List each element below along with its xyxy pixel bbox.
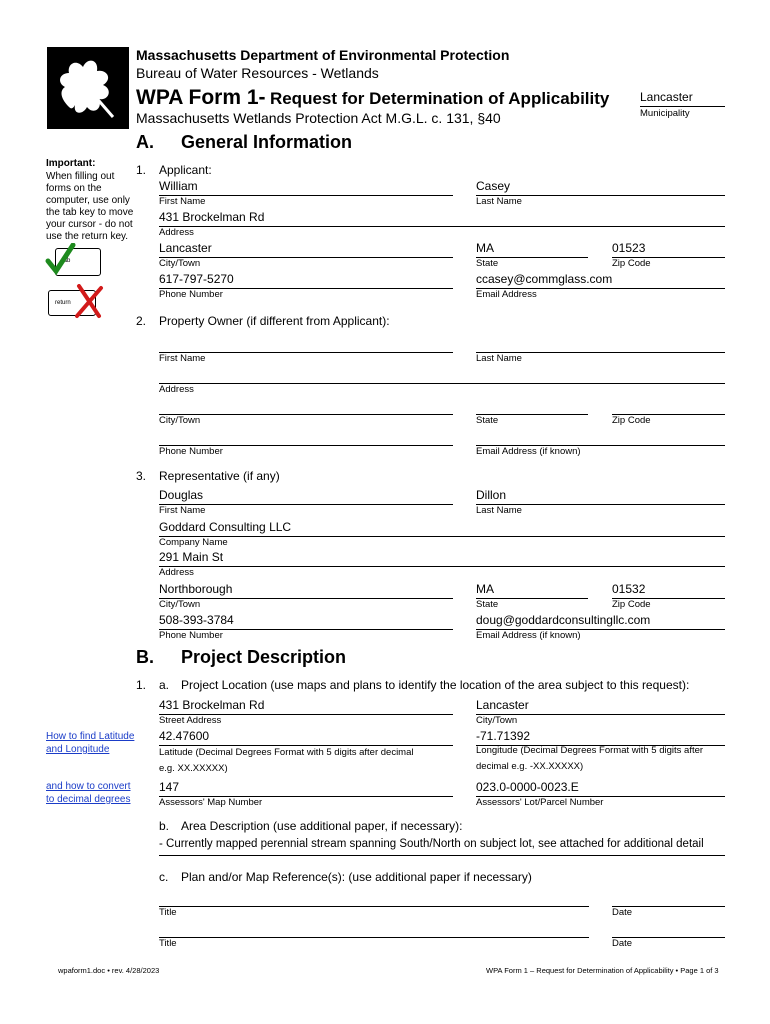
project-number: 1. (136, 678, 147, 692)
dept-name: Massachusetts Department of Environmental Protection (136, 47, 510, 63)
applicant-zip[interactable]: 01523 (612, 241, 646, 255)
plan-c-label: c. (159, 870, 169, 884)
longitude-label-2: decimal e.g. -XX.XXXXX) (476, 761, 584, 772)
plan-date-label-2: Date (612, 938, 633, 949)
owner-state-label: State (476, 415, 499, 426)
x-mark-icon (45, 284, 109, 320)
owner-email-label: Email Address (if known) (476, 446, 581, 457)
applicant-email-label: Email Address (476, 289, 537, 300)
section-a-title: General Information (181, 132, 353, 152)
tab-key-label: tab (62, 258, 71, 264)
important-title: Important: (46, 158, 96, 169)
plan-c-text: Plan and/or Map Reference(s): (use additional paper if necessary) (181, 870, 532, 884)
rep-state[interactable]: MA (476, 582, 494, 596)
plan-title-line-2 (159, 937, 589, 938)
applicant-phone[interactable]: 617-797-5270 (159, 272, 234, 286)
project-a-label: a. (159, 678, 170, 692)
important-text: When filling out forms on the computer, use only the tab key to move your cursor - do not use the return key. (46, 171, 134, 242)
municipality-line (640, 106, 725, 107)
map-number-label: Assessors' Map Number (159, 797, 263, 808)
longitude-value[interactable]: -71.71392 (476, 729, 531, 743)
section-b-title: Project Description (181, 647, 347, 667)
applicant-address-label: Address (159, 227, 194, 238)
footer-left: wpaform1.doc • rev. 4/28/2023 (58, 966, 160, 975)
plan-title-line-1 (159, 906, 589, 907)
footer-right: WPA Form 1 – Request for Determination of Applicability • Page 1 of 3 (486, 966, 719, 975)
rep-number: 3. (136, 469, 147, 483)
area-description[interactable]: - Currently mapped perennial stream spanning South/North on subject lot, see attached for additional detail (159, 838, 704, 850)
area-b-label: b. (159, 819, 170, 833)
rep-heading: Representative (if any) (159, 469, 280, 483)
municipality-value[interactable]: Lancaster (640, 90, 693, 104)
project-a-text: Project Location (use maps and plans to identify the location of the area subject to this request): (181, 678, 690, 692)
applicant-phone-label: Phone Number (159, 289, 223, 300)
owner-city-label: City/Town (159, 415, 201, 426)
project-street[interactable]: 431 Brockelman Rd (159, 698, 265, 712)
rep-company-label: Company Name (159, 537, 228, 548)
rep-city-line (159, 598, 453, 599)
latitude-value[interactable]: 42.47600 (159, 729, 210, 743)
area-b-text: Area Description (use additional paper, if necessary): (181, 819, 463, 833)
latitude-line (159, 745, 453, 746)
rep-company[interactable]: Goddard Consulting LLC (159, 520, 292, 534)
rep-city-label: City/Town (159, 599, 201, 610)
lot-number-label: Assessors' Lot/Parcel Number (476, 797, 604, 808)
owner-address-line (159, 383, 725, 384)
owner-zip-label: Zip Code (612, 415, 651, 426)
applicant-first-name[interactable]: William (159, 179, 198, 193)
applicant-last-label: Last Name (476, 196, 522, 207)
return-key-label: return (55, 300, 71, 306)
lot-number-value[interactable]: 023.0-0000-0023.E (476, 780, 579, 794)
applicant-address[interactable]: 431 Brockelman Rd (159, 210, 265, 224)
checkmark-icon (45, 243, 77, 279)
plan-title-label-2: Title (159, 938, 177, 949)
applicant-number: 1. (136, 163, 147, 177)
owner-address-label: Address (159, 384, 194, 395)
rep-last-label: Last Name (476, 505, 522, 516)
rep-first-label: First Name (159, 505, 206, 516)
decimal-degrees-link[interactable]: and how to convert to decimal degrees (46, 781, 131, 805)
project-street-label: Street Address (159, 715, 222, 726)
applicant-email[interactable]: ccasey@commglass.com (476, 272, 613, 286)
act-reference: Massachusetts Wetlands Protection Act M.G.L. c. 131, §40 (136, 110, 501, 126)
project-city[interactable]: Lancaster (476, 698, 529, 712)
form-number: WPA Form 1- (136, 86, 266, 109)
rep-zip[interactable]: 01532 (612, 582, 646, 596)
tab-key-graphic (45, 243, 105, 279)
rep-address[interactable]: 291 Main St (159, 550, 224, 564)
map-number-value[interactable]: 147 (159, 780, 180, 794)
oak-leaf-icon (47, 47, 129, 129)
owner-number: 2. (136, 314, 147, 328)
applicant-last-name[interactable]: Casey (476, 179, 511, 193)
applicant-city-line (159, 257, 453, 258)
applicant-first-label: First Name (159, 196, 206, 207)
latitude-help-link[interactable]: How to find Latitude and Longitude (46, 731, 135, 755)
owner-heading: Property Owner (if different from Applicant): (159, 314, 390, 328)
applicant-city[interactable]: Lancaster (159, 241, 212, 255)
owner-phone-label: Phone Number (159, 446, 223, 457)
rep-first-name[interactable]: Douglas (159, 488, 204, 502)
plan-title-label-1: Title (159, 907, 177, 918)
form-subtitle: Request for Determination of Applicability (269, 89, 610, 108)
owner-last-label: Last Name (476, 353, 522, 364)
rep-city[interactable]: Northborough (159, 582, 233, 596)
section-a-letter: A. (136, 132, 154, 152)
form-title (136, 86, 609, 110)
owner-city-line (159, 414, 453, 415)
applicant-zip-label: Zip Code (612, 258, 651, 269)
rep-phone[interactable]: 508-393-3784 (159, 613, 234, 627)
area-description-line (159, 855, 725, 856)
plan-date-label-1: Date (612, 907, 633, 918)
rep-last-name[interactable]: Dillon (476, 488, 507, 502)
project-city-label: City/Town (476, 715, 518, 726)
dep-logo (47, 47, 129, 129)
section-b-letter: B. (136, 647, 154, 667)
municipality-label: Municipality (640, 108, 690, 119)
bureau-name: Bureau of Water Resources - Wetlands (136, 65, 379, 81)
applicant-state[interactable]: MA (476, 241, 494, 255)
rep-email[interactable]: doug@goddardconsultingllc.com (476, 613, 651, 627)
return-key-graphic (45, 284, 109, 320)
rep-address-line (159, 566, 725, 567)
rep-phone-label: Phone Number (159, 630, 223, 641)
rep-address-label: Address (159, 567, 194, 578)
latitude-label-1: Latitude (Decimal Degrees Format with 5 digits after decimal (159, 747, 414, 758)
rep-company-line (159, 536, 725, 537)
applicant-city-label: City/Town (159, 258, 201, 269)
latitude-label-2: e.g. XX.XXXXX) (159, 763, 228, 774)
applicant-address-line (159, 226, 725, 227)
longitude-label-1: Longitude (Decimal Degrees Format with 5 digits after (476, 745, 704, 756)
rep-state-label: State (476, 599, 499, 610)
owner-first-label: First Name (159, 353, 206, 364)
applicant-heading: Applicant: (159, 163, 212, 177)
rep-zip-label: Zip Code (612, 599, 651, 610)
applicant-state-label: State (476, 258, 499, 269)
rep-email-label: Email Address (if known) (476, 630, 581, 641)
